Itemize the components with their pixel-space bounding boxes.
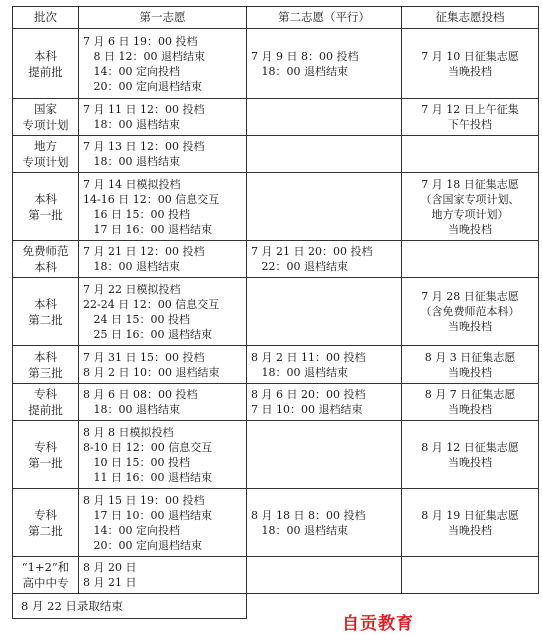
first-text-line: 14：00 定向投档 (83, 64, 180, 78)
table-row (13, 173, 539, 241)
collect-text-line: 8 月 3 日征集志愿 (424, 350, 516, 364)
batch-text-line: 高中中专 (22, 576, 69, 590)
collect-text-line: 当晚投档 (448, 365, 492, 379)
first-text-line: 7 月 21 日 12：00 投档 (83, 245, 205, 258)
header-second-choice: 第二志愿（平行） (247, 7, 402, 29)
second-choice-cell (247, 99, 402, 136)
first-text-line: 14：00 定向投档 (83, 523, 180, 537)
batch-text-line: “1+2”和 (21, 560, 70, 574)
collect-text-line: 7 月 10 日征集志愿 (421, 49, 519, 63)
collect-text-line: 8 月 19 日征集志愿 (421, 508, 519, 522)
batch-cell (13, 557, 79, 594)
collect-choice-cell (402, 136, 539, 173)
second-choice-cell (247, 29, 402, 99)
footer-row (13, 594, 539, 619)
batch-cell (13, 384, 79, 421)
second-text-line: 7 月 9 日 8：00 投档 (251, 49, 359, 63)
first-text-line: 18：00 退档结束 (83, 403, 180, 416)
collect-choice-cell (402, 241, 539, 278)
table-row (13, 489, 539, 557)
table-row (13, 346, 539, 384)
table-row (13, 29, 539, 99)
header-batch: 批次 (13, 7, 79, 29)
batch-cell (13, 489, 79, 557)
second-choice-cell (247, 241, 402, 278)
first-choice-cell (79, 384, 247, 421)
collect-choice-cell (402, 99, 539, 136)
first-text-line: 18：00 退档结束 (83, 118, 180, 131)
first-text-line: 8 月 15 日 19：00 投档 (83, 493, 205, 507)
collect-text-line: （含国家专项计划、 (420, 192, 520, 206)
batch-cell (13, 278, 79, 346)
first-text-line: 10 日 15：00 投档 (83, 455, 190, 469)
first-choice-cell (79, 99, 247, 136)
second-choice-cell (247, 278, 402, 346)
collect-text-line: 当晚投档 (448, 320, 492, 333)
batch-cell (13, 136, 79, 173)
table-row (13, 384, 539, 421)
first-choice-cell (79, 421, 247, 489)
table-row (13, 136, 539, 173)
first-text-line: 18：00 退档结束 (83, 260, 180, 273)
second-text-line: 8 月 18 日 8：00 投档 (251, 508, 366, 522)
footer-note: 8 月 22 日录取结束 (13, 594, 247, 619)
batch-cell (13, 241, 79, 278)
first-choice-cell (79, 29, 247, 99)
batch-text-line: 第二批 (28, 523, 63, 538)
batch-text-line: 第三批 (28, 365, 63, 380)
batch-text-line: 免费师范 (22, 244, 69, 258)
batch-text-line: 国家 (34, 102, 57, 116)
table-row (13, 421, 539, 489)
first-text-line: 7 月 22 日模拟投档 (83, 282, 181, 296)
batch-text-line: 本科 (34, 191, 57, 206)
collect-choice-cell (402, 557, 539, 594)
batch-cell (13, 99, 79, 136)
table-header-row (13, 7, 539, 29)
batch-text-line: 地方 (34, 139, 57, 153)
second-text-line: 7 日 10：00 退档结束 (251, 403, 363, 416)
first-text-line: 17 日 10：00 退档结束 (83, 508, 212, 522)
second-text-line: 18：00 退档结束 (251, 64, 348, 78)
second-text-line: 18：00 退档结束 (251, 523, 348, 537)
first-text-line: 8-10 日 12：00 信息交互 (83, 440, 213, 454)
collect-text-line: 当晚投档 (448, 455, 492, 469)
first-text-line: 8 日 12：00 退档结束 (83, 49, 205, 63)
batch-text-line: 专项计划 (22, 155, 69, 169)
watermark-logo-text: 自贡教育 (342, 614, 414, 634)
second-text-line: 8 月 2 日 11：00 投档 (251, 350, 366, 364)
batch-text-line: 第二批 (28, 312, 63, 327)
first-text-line: 7 月 31 日 15：00 投档 (83, 350, 205, 364)
second-text-line: 8 月 6 日 20：00 投档 (251, 388, 366, 401)
batch-cell (13, 346, 79, 384)
first-text-line: 7 月 14 日模拟投档 (83, 177, 181, 191)
first-text-line: 24 日 15：00 投档 (83, 312, 190, 326)
collect-choice-cell (402, 384, 539, 421)
collect-choice-cell (402, 278, 539, 346)
second-text-line: 22：00 退档结束 (251, 260, 348, 273)
batch-text-line: 提前批 (28, 64, 63, 79)
batch-text-line: 本科 (34, 48, 57, 63)
collect-text-line: 7 月 18 日征集志愿 (421, 177, 519, 191)
first-text-line: 16 日 15：00 投档 (83, 207, 190, 221)
first-text-line: 8 月 8 日模拟投档 (83, 425, 174, 439)
collect-text-line: 7 月 12 日上午征集 (421, 103, 519, 116)
collect-text-line: 8 月 12 日征集志愿 (421, 440, 519, 454)
second-choice-cell (247, 384, 402, 421)
first-text-line: 7 月 13 日 12：00 投档 (83, 140, 205, 153)
second-choice-cell (247, 489, 402, 557)
second-text-line: 18：00 退档结束 (251, 365, 348, 379)
first-text-line: 8 月 2 日 10：00 退档结束 (83, 365, 220, 379)
first-text-line: 22-24 日 12：00 信息交互 (83, 297, 220, 311)
first-choice-cell (79, 278, 247, 346)
first-text-line: 7 月 6 日 19：00 投档 (83, 34, 198, 48)
collect-text-line: 当晚投档 (448, 523, 492, 537)
header-first-choice: 第一志愿 (79, 7, 247, 29)
batch-text-line: 专科 (34, 507, 57, 522)
batch-text-line: 本科 (34, 349, 57, 364)
first-text-line: 25 日 16：00 退档结束 (83, 327, 212, 341)
batch-cell (13, 173, 79, 241)
batch-text-line: 专科 (34, 387, 57, 401)
collect-text-line: 当晚投档 (448, 403, 492, 416)
table-row (13, 557, 539, 594)
table-row (13, 241, 539, 278)
first-text-line: 17 日 16：00 退档结束 (83, 222, 212, 236)
collect-choice-cell (402, 29, 539, 99)
first-text-line: 20：00 定向退档结束 (83, 79, 202, 93)
header-collect-choice: 征集志愿投档 (402, 7, 539, 29)
table-row (13, 278, 539, 346)
collect-text-line: 当晚投档 (448, 64, 492, 78)
first-choice-cell (79, 136, 247, 173)
first-text-line: 7 月 11 日 12：00 投档 (83, 103, 205, 116)
admission-schedule-table (12, 6, 539, 619)
second-choice-cell (247, 173, 402, 241)
batch-text-line: 本科 (34, 260, 57, 274)
table-body (13, 29, 539, 594)
first-choice-cell (79, 489, 247, 557)
collect-text-line: 7 月 28 日征集志愿 (421, 290, 519, 303)
collect-text-line: 下午投档 (448, 118, 492, 131)
collect-text-line: 当晚投档 (448, 222, 492, 236)
collect-choice-cell (402, 421, 539, 489)
first-choice-cell (79, 173, 247, 241)
first-choice-cell (79, 557, 247, 594)
batch-text-line: 本科 (34, 296, 57, 311)
collect-text-line: 地方专项计划） (431, 207, 509, 221)
first-text-line: 8 月 6 日 08：00 投档 (83, 388, 198, 401)
second-choice-cell (247, 346, 402, 384)
batch-cell (13, 29, 79, 99)
first-text-line: 8 月 21 日 (83, 576, 137, 589)
first-choice-cell (79, 346, 247, 384)
second-choice-cell (247, 421, 402, 489)
batch-text-line: 第一批 (28, 207, 63, 222)
first-text-line: 20：00 定向退档结束 (83, 538, 202, 552)
table-row (13, 99, 539, 136)
collect-text-line: 8 月 7 日征集志愿 (424, 388, 516, 401)
first-choice-cell (79, 241, 247, 278)
first-text-line: 11 日 16：00 退档结束 (83, 470, 212, 484)
collect-choice-cell (402, 489, 539, 557)
first-text-line: 14-16 日 12：00 信息交互 (83, 192, 220, 206)
batch-text-line: 第一批 (28, 455, 63, 470)
second-choice-cell (247, 557, 402, 594)
second-choice-cell (247, 136, 402, 173)
collect-choice-cell (402, 346, 539, 384)
collect-choice-cell (402, 173, 539, 241)
second-text-line: 7 月 21 日 20：00 投档 (251, 245, 373, 258)
batch-cell (13, 421, 79, 489)
batch-text-line: 专科 (34, 439, 57, 454)
first-text-line: 8 月 20 日 (83, 561, 137, 574)
batch-text-line: 专项计划 (22, 118, 69, 132)
batch-text-line: 提前批 (28, 403, 63, 417)
collect-text-line: （含免费师范本科） (420, 305, 520, 318)
first-text-line: 18：00 退档结束 (83, 155, 180, 168)
